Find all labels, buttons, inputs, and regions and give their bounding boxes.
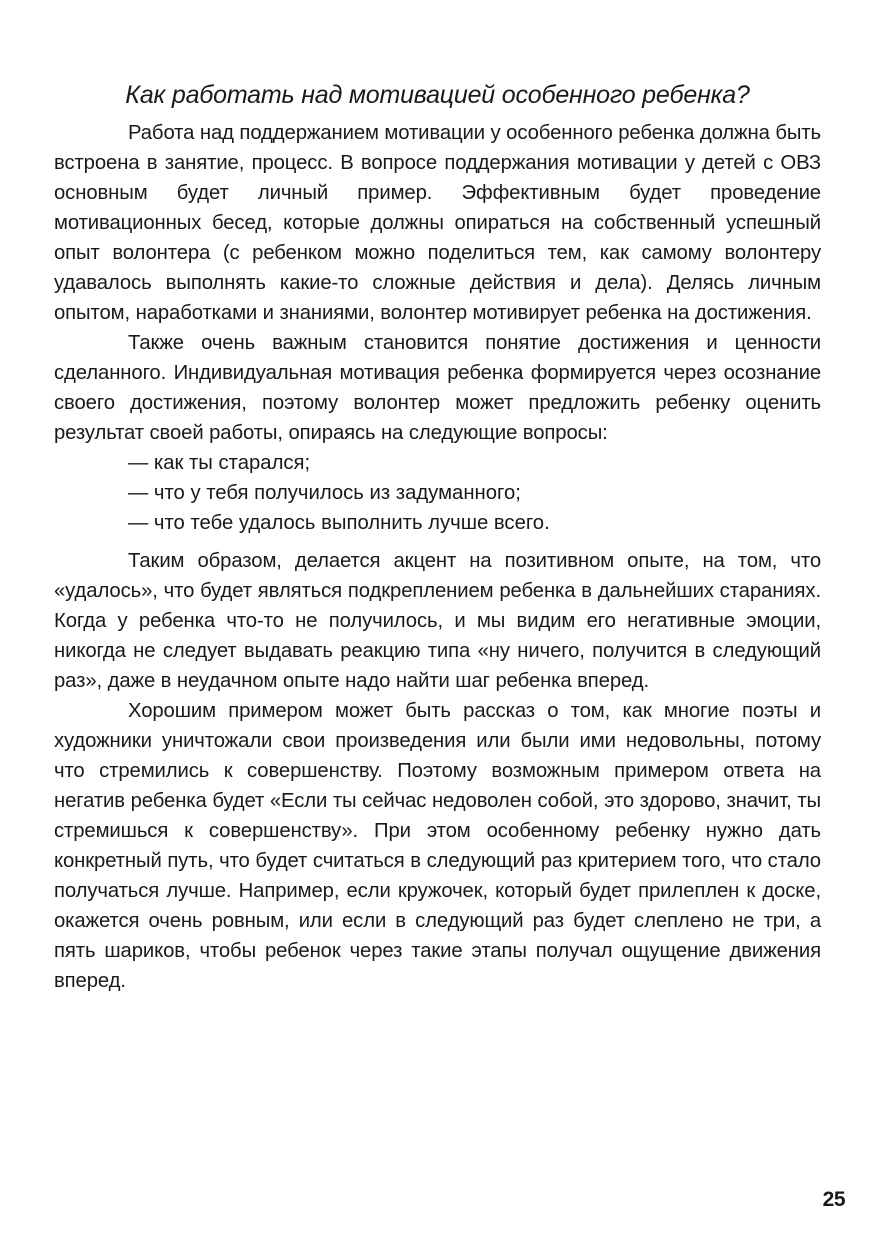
paragraph-4: Хорошим примером может быть рассказ о том, как многие поэты и художники уничтожали свои произведения или были ими недовольны, потому что стремились к совершенству. Поэтому возможным примером ответа на негатив ребенка будет «Если ты сейчас недоволен собой, это здорово, значит, ты стремишься к совершенству». При этом особенному ребенку нужно дать конкретный путь, что будет считаться в следующий раз критерием того, что стало получаться лучше. Например, если кружочек, который будет прилеплен к доске, окажется очень ровным, или если в следующий раз будет слеплено не три, а пять шариков, чтобы ребенок через такие этапы получал ощущение движения вперед. <box>54 700 821 992</box>
page-content <box>54 78 821 996</box>
paragraph-2: Также очень важным становится понятие достижения и ценности сделанного. Индивидуальная мотивация ребенка формируется через осознание своего достижения, поэтому волонтер может предложить ребенку оценить результат своей работы, опираясь на следующие вопросы: <box>54 332 821 444</box>
page-number: 25 <box>822 1188 845 1211</box>
list-item: — что тебе удалось выполнить лучше всего. <box>128 512 550 534</box>
questions-list <box>54 448 821 538</box>
page-title: Как работать над мотивацией особенного ребенка? <box>125 81 750 109</box>
paragraph-3: Таким образом, делается акцент на позитивном опыте, на том, что «удалось», что будет являться подкреплением ребенка в дальнейших стараниях. Когда у ребенка что-то не получилось, и мы видим его негативные эмоции, никогда не следует выдавать реакцию типа «ну ничего, получится в следующий раз», даже в неудачном опыте надо найти шаг ребенка вперед. <box>54 550 821 692</box>
list-item: — как ты старался; <box>128 452 311 474</box>
paragraph-1: Работа над поддержанием мотивации у особенного ребенка должна быть встроена в занятие, процесс. В вопросе поддержания мотивации у детей с ОВЗ основным будет личный пример. Эффективным будет проведение мотивационных бесед, которые должны опираться на собственный успешный опыт волонтера (с ребенком можно поделиться тем, как самому волонтеру удавалось выполнять какие-то сложные действия и дела). Делясь личным опытом, наработками и знаниями, волонтер мотивирует ребенка на достижения. <box>54 122 821 324</box>
list-item: — что у тебя получилось из задуманного; <box>128 482 521 504</box>
